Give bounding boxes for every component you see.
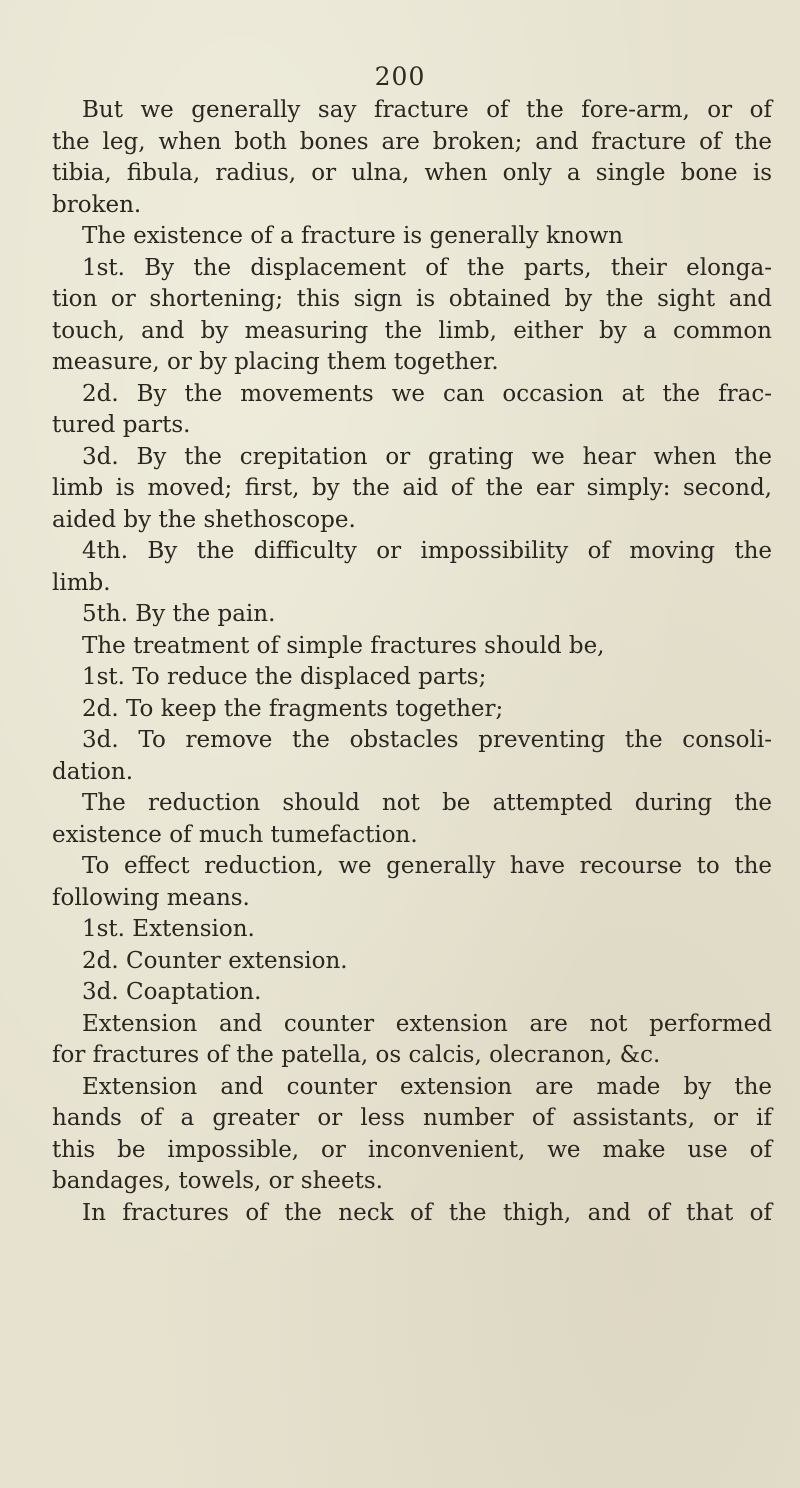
- text-line: 1st. To reduce the displaced parts;: [82, 664, 487, 690]
- body-text: [52, 95, 772, 1229]
- text-line: 3d. By the crepitation or grating we hear when the: [82, 443, 772, 470]
- text-line: 3d. To remove the obstacles preventing the consoli-: [82, 727, 772, 753]
- text-line: tion or shortening; this sign is obtained by the sight and: [52, 286, 772, 312]
- text-line: 2d. Counter extension.: [82, 947, 348, 974]
- text-line: 1st. By the displacement of the parts, their elonga-: [82, 254, 772, 281]
- text-line: dation.: [52, 758, 134, 785]
- text-line: 5th. By the pain.: [82, 601, 276, 627]
- text-line: the leg, when both bones are broken; and fracture of the: [52, 128, 772, 155]
- text-line: hands of a greater or less number of assistants, or if: [52, 1105, 772, 1131]
- text-line: this be impossible, or inconvenient, we make use of: [52, 1136, 772, 1163]
- text-line: tibia, fibula, radius, or ulna, when only a single bone is: [52, 160, 772, 186]
- text-line: 3d. Coaptation.: [82, 979, 262, 1005]
- text-line: Extension and counter extension are not performed: [82, 1010, 772, 1037]
- text-line: measure, or by placing them together.: [52, 349, 499, 375]
- text-line: 2d. To keep the fragments together;: [82, 695, 504, 722]
- text-line: bandages, towels, or sheets.: [52, 1168, 383, 1194]
- page-number: 200: [374, 62, 426, 91]
- text-line: 1st. Extension.: [82, 916, 255, 942]
- text-line: broken.: [52, 191, 142, 218]
- text-line: The reduction should not be attempted during the: [82, 790, 772, 816]
- text-line: The existence of a fracture is generally known: [82, 223, 624, 249]
- text-line: following means.: [52, 884, 250, 911]
- text-line: In fractures of the neck of the thigh, and of that of: [82, 1199, 772, 1226]
- text-line: for fractures of the patella, os calcis, olecranon, &c.: [52, 1042, 661, 1068]
- text-line: Extension and counter extension are made by the: [82, 1073, 772, 1100]
- text-line: aided by the shethoscope.: [52, 506, 356, 533]
- text-line: limb is moved; first, by the aid of the ear simply: second,: [52, 475, 772, 501]
- text-line: But we generally say fracture of the fore-arm, or of: [82, 97, 772, 123]
- text-line: To effect reduction, we generally have recourse to the: [82, 853, 772, 879]
- text-line: The treatment of simple fractures should be,: [82, 632, 605, 659]
- text-line: touch, and by measuring the limb, either by a common: [52, 317, 772, 344]
- text-line: 4th. By the difficulty or impossibility of moving the: [82, 538, 772, 564]
- text-line: 2d. By the movements we can occasion at the frac-: [82, 380, 772, 407]
- text-line: tured parts.: [52, 412, 191, 438]
- text-line: existence of much tumefaction.: [52, 821, 418, 848]
- text-line: limb.: [52, 569, 111, 596]
